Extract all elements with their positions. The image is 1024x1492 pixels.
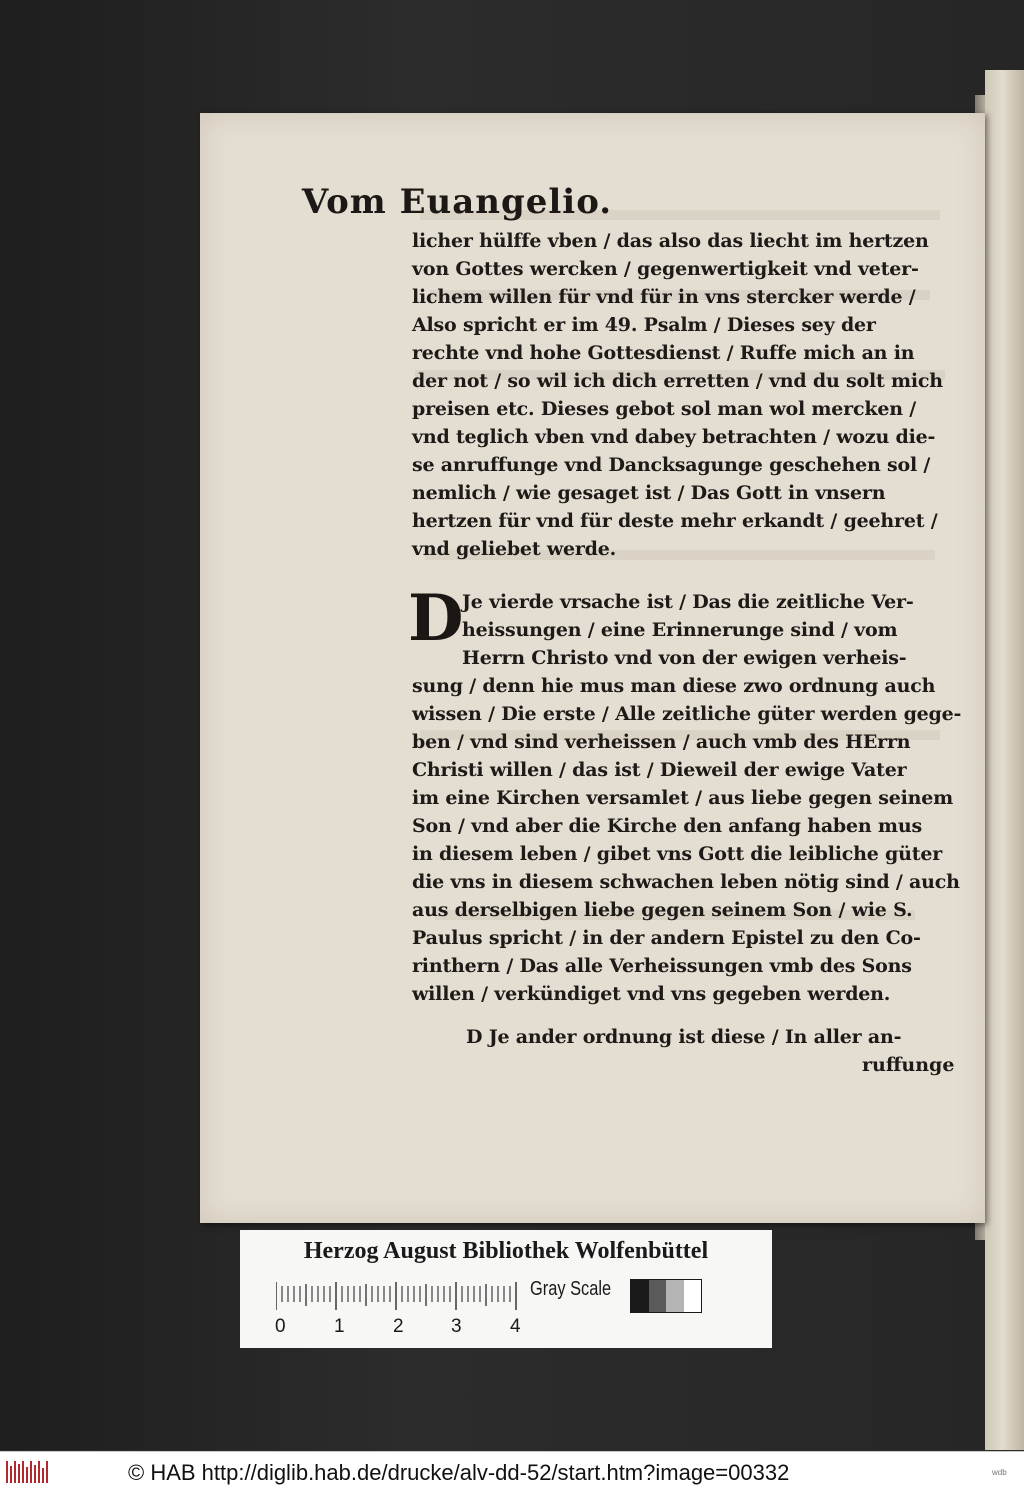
adjacent-leaf (985, 70, 1024, 1450)
hab-logo-icon (4, 1458, 50, 1486)
text-line: licher hülffe vben / das also das liecht im hertzen (412, 230, 929, 252)
gray-step (631, 1280, 649, 1312)
text-line: nemlich / wie gesaget ist / Das Gott in vnsern (412, 482, 886, 504)
gray-scale-label: Gray Scale (530, 1278, 612, 1300)
text-line: D Je ander ordnung ist diese / In aller an- (466, 1026, 902, 1048)
footer-mark: wdb (992, 1468, 1007, 1477)
gray-step (666, 1280, 684, 1312)
text-line: vnd geliebet werde. (412, 538, 617, 560)
text-line: in diesem leben / gibet vns Gott die leibliche güter (412, 843, 943, 865)
text-line: Herrn Christo vnd von der ewigen verheis- (462, 647, 907, 669)
text-line: Son / vnd aber die Kirche den anfang haben mus (412, 815, 922, 837)
scale-number: 4 (510, 1316, 521, 1337)
scale-number: 3 (451, 1316, 462, 1337)
copyright-url: © HAB http://diglib.hab.de/drucke/alv-dd-52/start.htm?image=00332 (128, 1460, 790, 1485)
text-line: rechte vnd hohe Gottesdienst / Ruffe mich an in (412, 342, 915, 364)
scale-number: 0 (275, 1316, 286, 1337)
text-line: lichem willen für vnd für in vns stercker werde / (412, 286, 916, 308)
text-line: der not / so wil ich dich erretten / vnd du solt mich (412, 370, 943, 392)
text-line: von Gottes wercken / gegenwertigkeit vnd veter- (412, 258, 919, 280)
scale-number: 2 (393, 1316, 404, 1337)
text-line: Je vierde vrsache ist / Das die zeitliche Ver- (462, 591, 914, 613)
text-line: rinthern / Das alle Verheissungen vmb des Sons (412, 955, 912, 977)
gray-step (649, 1280, 667, 1312)
scale-ruler (276, 1276, 526, 1316)
scale-number: 1 (334, 1316, 345, 1337)
text-line: im eine Kirchen versamlet / aus liebe gegen seinem (412, 787, 954, 809)
text-line: Also spricht er im 49. Psalm / Dieses sey der (412, 314, 876, 336)
library-name: Herzog August Bibliothek Wolfenbüttel (303, 1238, 709, 1264)
page-heading: Vom Euangelio. (301, 182, 613, 222)
text-line: heissungen / eine Erinnerunge sind / vom (462, 619, 898, 641)
text-line: die vns in diesem schwachen leben nötig sind / auch (412, 871, 960, 893)
decorated-initial: D (408, 581, 464, 656)
text-line: hertzen für vnd für deste mehr erkandt / geehret / (412, 510, 938, 532)
catchword: ruffunge (862, 1054, 955, 1076)
text-line: sung / denn hie mus man diese zwo ordnung auch (412, 675, 936, 697)
text-line: preisen etc. Dieses gebot sol man wol mercken / (412, 398, 916, 420)
gray-scale-swatch (630, 1279, 702, 1313)
text-line: vnd teglich vben vnd dabey betrachten / wozu die- (412, 426, 936, 448)
text-line: ben / vnd sind verheissen / auch vmb des HErrn (412, 731, 911, 753)
color-target (240, 1230, 772, 1348)
footer-bar (0, 1451, 1024, 1492)
text-line: aus derselbigen liebe gegen seinem Son / wie S. (412, 899, 913, 921)
text-line: wissen / Die erste / Alle zeitliche güter werden gege- (412, 703, 962, 725)
gray-step (684, 1280, 702, 1312)
text-line: se anruffunge vnd Dancksagunge geschehen sol / (412, 454, 931, 476)
text-line: Paulus spricht / in der andern Epistel zu den Co- (412, 927, 921, 949)
text-line: Christi willen / das ist / Dieweil der ewige Vater (412, 759, 907, 781)
text-line: willen / verkündiget vnd vns gegeben werden. (412, 983, 891, 1005)
